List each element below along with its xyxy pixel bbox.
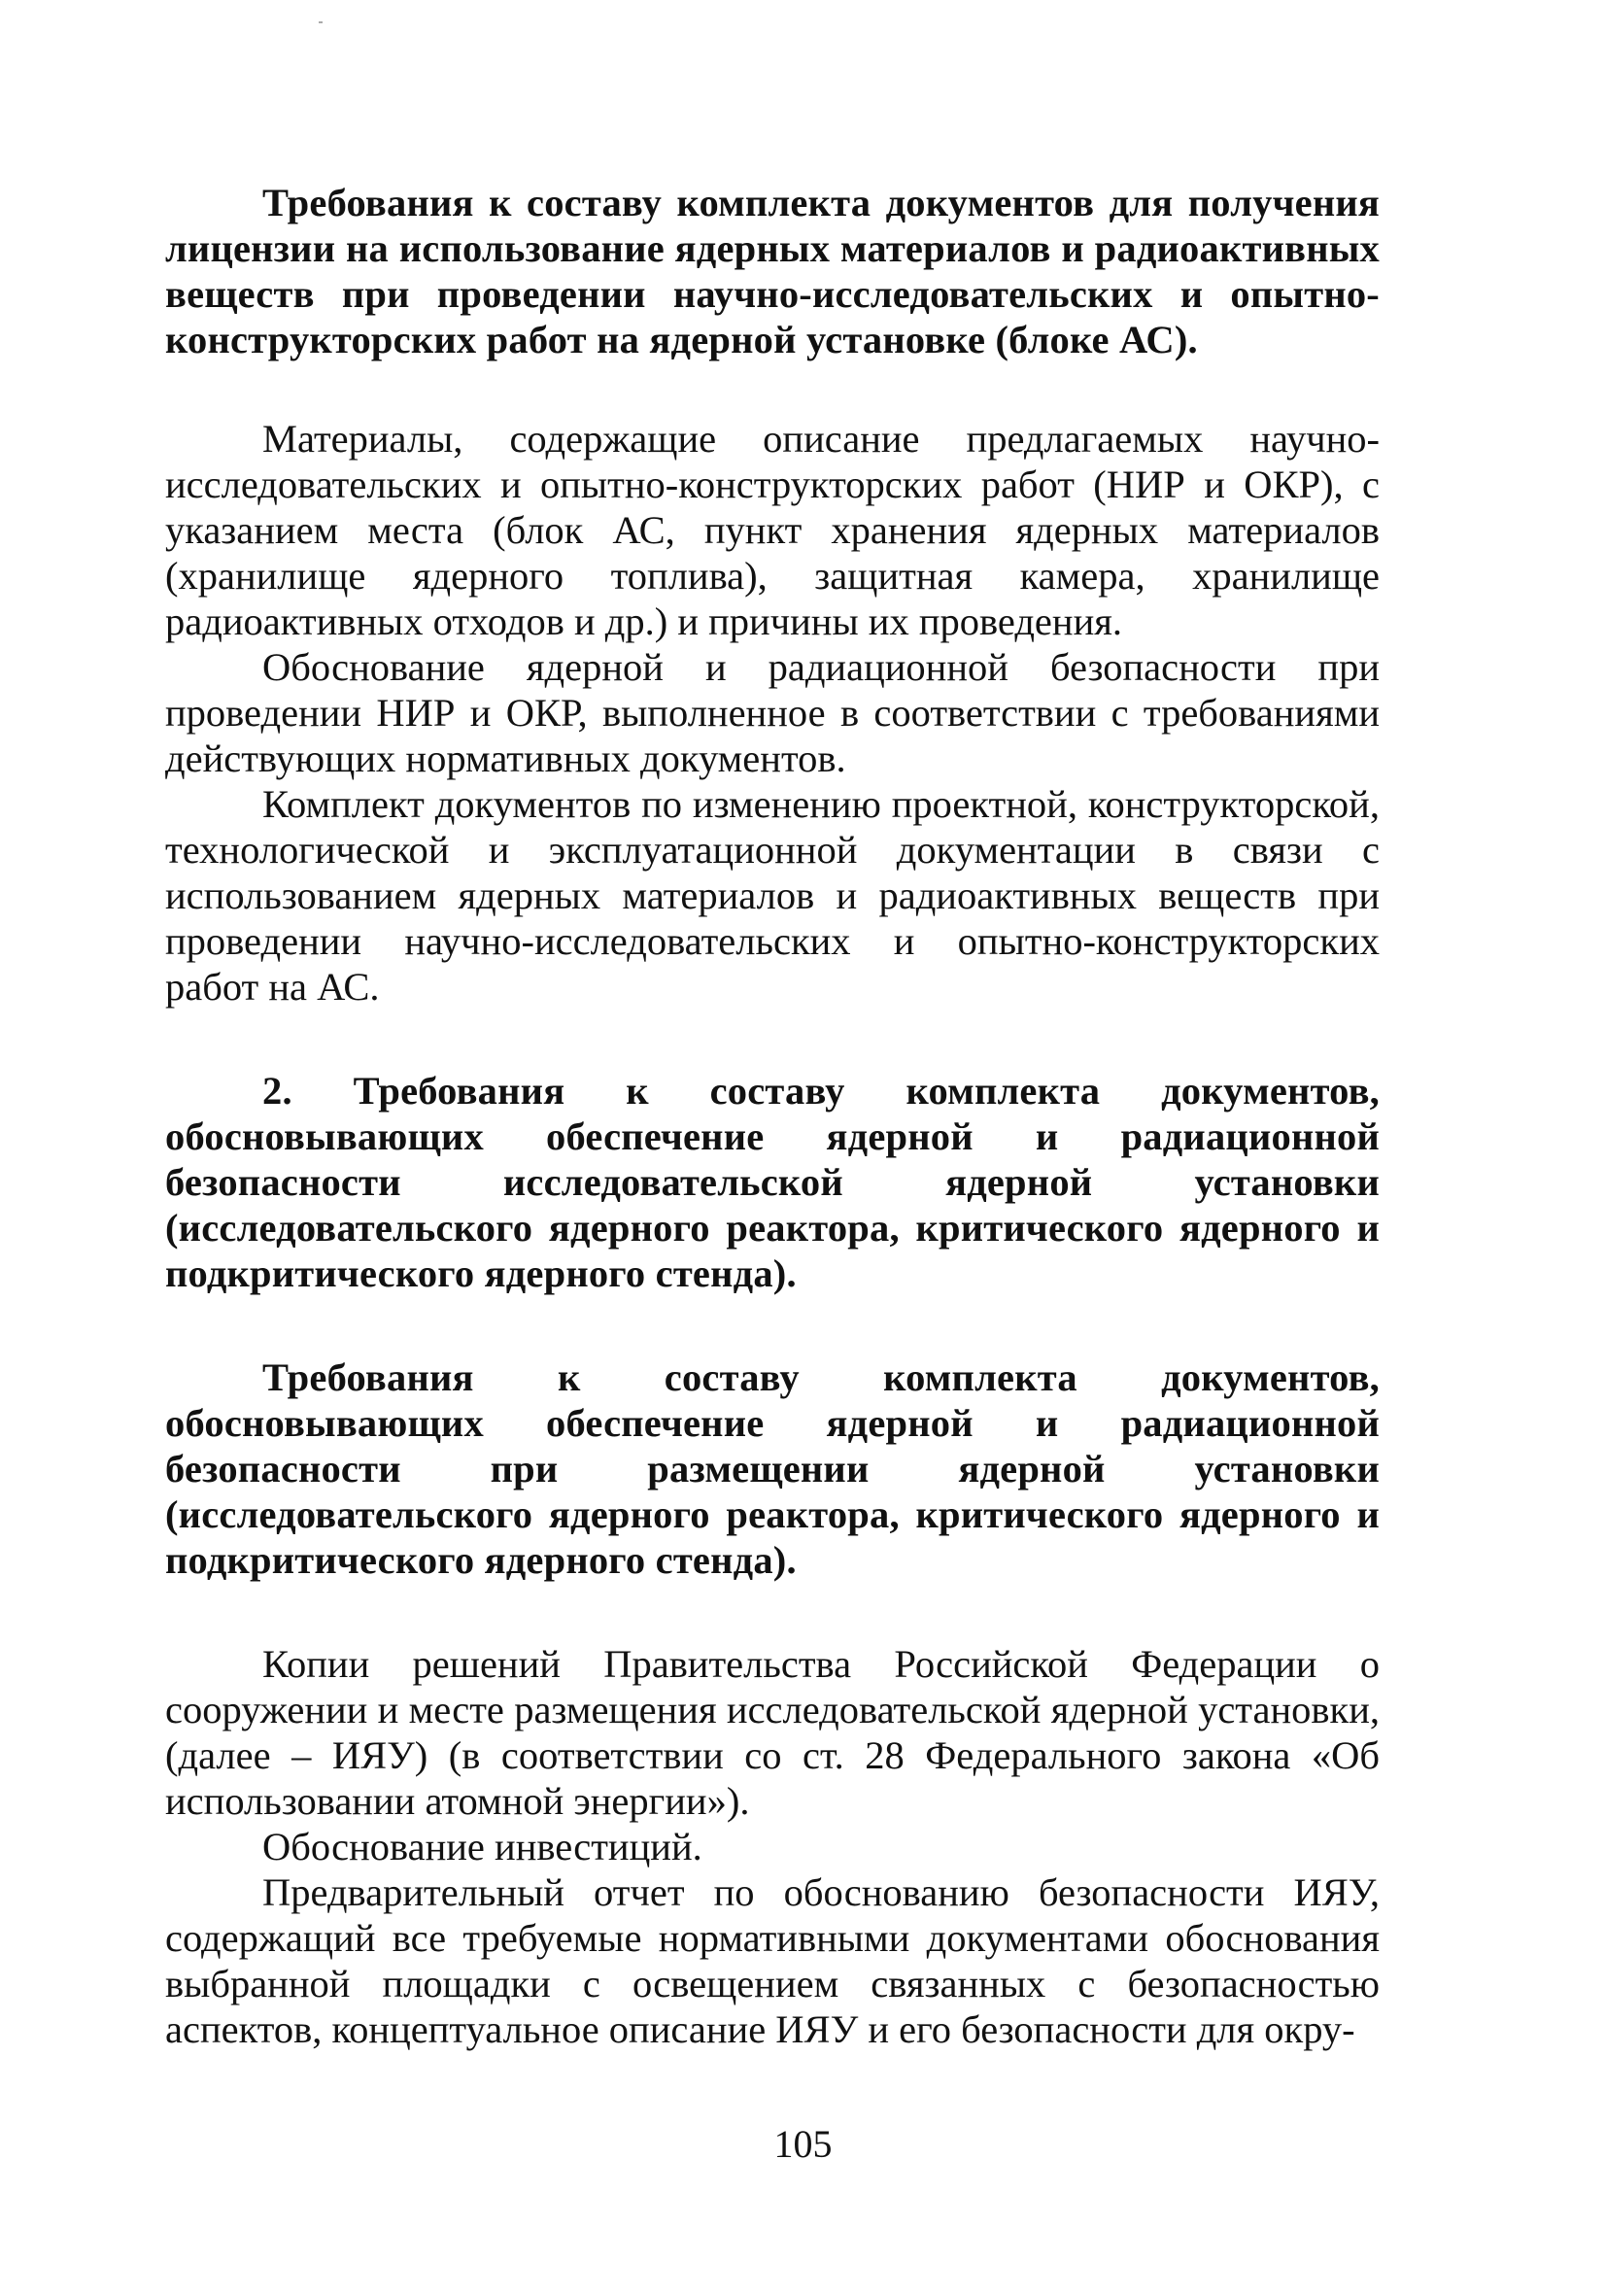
paragraph-safety-justification: Обоснование ядерной и радиационной безопасности при проведении НИР и ОКР, выполненное в соответствии с требованиями действующих нормативных документов. — [165, 645, 1380, 780]
spacer — [165, 1010, 1380, 1068]
page-number: 105 — [773, 2122, 833, 2166]
spacer — [165, 362, 1380, 416]
section-heading-siting-requirements: Требования к составу комплекта документов, обосновывающих обеспечение ядерной и радиационной безопасности при размещении ядерной установки (исследовательского ядерного реактора, критического ядерного и подкритического ядерного стенда). — [165, 1355, 1380, 1582]
paragraph-government-decisions: Копии решений Правительства Российской Федерации о сооружении и месте размещения исследовательской ядерной установки, (далее – ИЯУ) (в соответствии со ст. 28 Федерального закона «Об использовании атомной энергии»). — [165, 1642, 1380, 1823]
spacer — [165, 1296, 1380, 1354]
paragraph-preliminary-safety-report: Предварительный отчет по обоснованию безопасности ИЯУ, содержащий все требуемые нормативными документами обоснования выбранной площадки с освещением связанных с безопасностью аспектов, концептуальное описание ИЯУ и его безопасности для окру- — [165, 1870, 1380, 2051]
spacer — [165, 1583, 1380, 1641]
scan-speck — [319, 21, 323, 23]
section-heading-license-research: Требования к составу комплекта документов для получения лицензии на использование ядерных материалов и радиоактивных веществ при проведении научно-исследовательских и опытно-конструкторских работ на ядерной установке (блоке АС). — [165, 181, 1380, 361]
paragraph-materials: Материалы, содержащие описание предлагаемых научно-исследовательских и опытно-конструкторских работ (НИР и ОКР), с указанием места (блок АС, пункт хранения ядерных материалов (хранилище ядерного топлива), защитная камера, хранилище радиоактивных отходов и др.) и причины их проведения. — [165, 417, 1380, 643]
paragraph-investment-justification: Обоснование инвестиций. — [262, 1825, 702, 1868]
document-page — [165, 180, 1380, 2052]
section-heading-research-reactor-safety: 2. Требования к составу комплекта документов, обосновывающих обеспечение ядерной и радиационной безопасности исследовательской ядерной установки (исследовательского ядерного реактора, критического ядерного и подкритического ядерного стенда). — [165, 1069, 1380, 1295]
paragraph-document-set: Комплект документов по изменению проектной, конструкторской, технологической и эксплуатационной документации в связи с использованием ядерных материалов и радиоактивных веществ при проведении научно-исследовательских и опытно-конструкторских работ на АС. — [165, 782, 1380, 1009]
